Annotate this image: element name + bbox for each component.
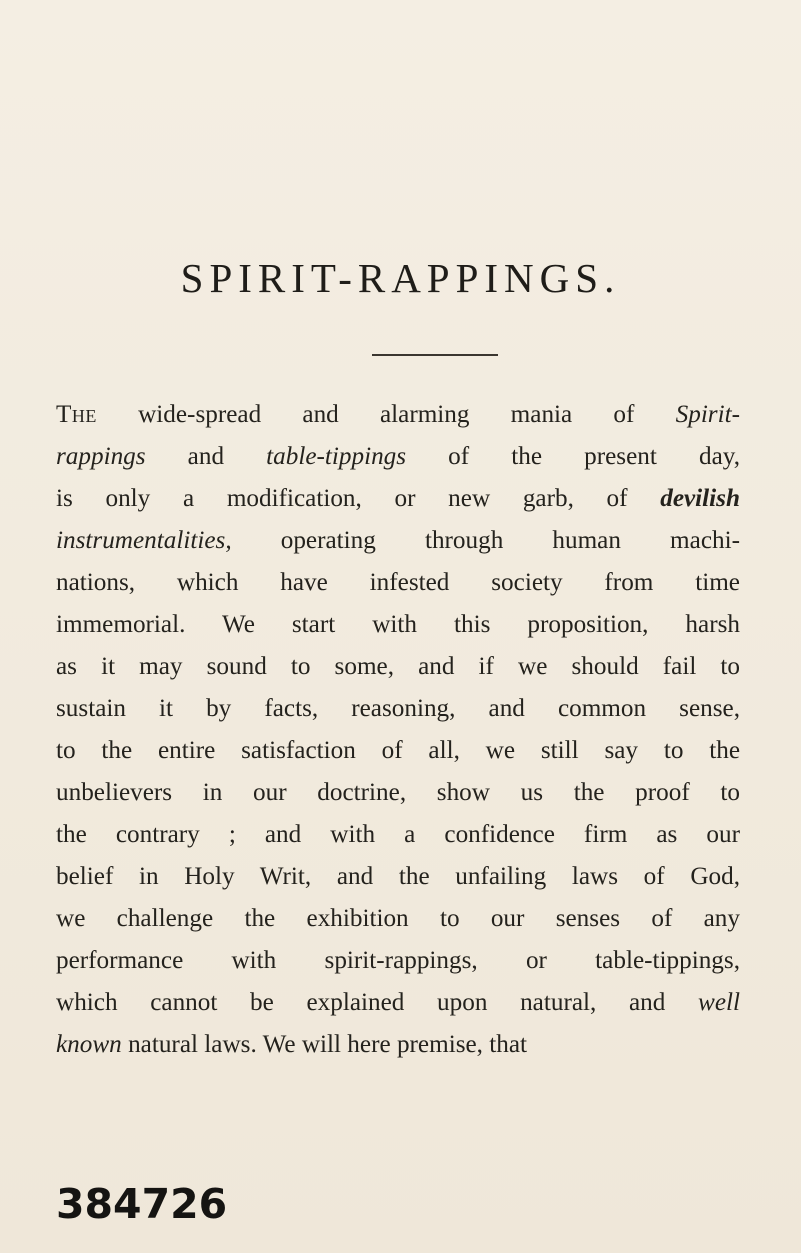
text-line: [56, 520, 740, 562]
text-line: [56, 898, 740, 940]
library-stamp-number: 384726: [56, 1180, 228, 1228]
text-line: [56, 856, 740, 898]
text-run: well: [698, 989, 740, 1016]
page-title: SPIRIT-RAPPINGS.: [180, 255, 621, 301]
text-line: [56, 982, 740, 1024]
text-run: known: [56, 1031, 122, 1058]
text-run: immemorial. We start with this proposition, harsh: [56, 611, 740, 638]
text-run: table-tippings: [266, 443, 407, 470]
text-run: the contrary ; and with a confidence firm as our: [56, 821, 740, 848]
text-run: performance with spirit-rappings, or table-tippings,: [56, 947, 740, 974]
title-rule-divider: [372, 354, 498, 356]
text-line: [56, 604, 740, 646]
text-run: to the entire satisfaction of all, we still say to the: [56, 737, 740, 764]
text-line: [56, 730, 740, 772]
text-line: [56, 1024, 740, 1066]
text-run: we challenge the exhibition to our senses of any: [56, 905, 740, 932]
text-run: rappings: [56, 443, 146, 470]
text-line: [56, 478, 740, 520]
text-line: [56, 394, 740, 436]
text-run: nations, which have infested society from time: [56, 569, 740, 596]
text-line: [56, 772, 740, 814]
text-run: instrumentalities,: [56, 527, 232, 554]
text-run: operating through human machi-: [231, 527, 740, 554]
text-run: which cannot be explained upon natural, and: [56, 989, 699, 1016]
text-run: as it may sound to some, and if we should fail to: [56, 653, 740, 680]
body-paragraph: [56, 394, 740, 1066]
text-run: is only a modification, or new garb, of: [56, 485, 661, 512]
text-line: [56, 562, 740, 604]
text-run: Spirit-: [675, 401, 740, 428]
text-run: unbelievers in our doctrine, show us the proof to: [56, 779, 740, 806]
text-run: and: [145, 443, 267, 470]
text-run: sustain it by facts, reasoning, and common sense,: [56, 695, 740, 722]
text-line: [56, 646, 740, 688]
text-run: of the present day,: [406, 443, 740, 470]
text-line: [56, 436, 740, 478]
text-run: natural laws. We will here premise, that: [121, 1031, 528, 1058]
text-run: wide-spread and alarming mania of: [96, 401, 676, 428]
text-run: devilish: [660, 485, 740, 512]
text-line: [56, 688, 740, 730]
text-run: The: [56, 401, 97, 428]
text-line: [56, 814, 740, 856]
text-run: belief in Holy Writ, and the unfailing laws of God,: [56, 863, 740, 890]
text-line: [56, 940, 740, 982]
